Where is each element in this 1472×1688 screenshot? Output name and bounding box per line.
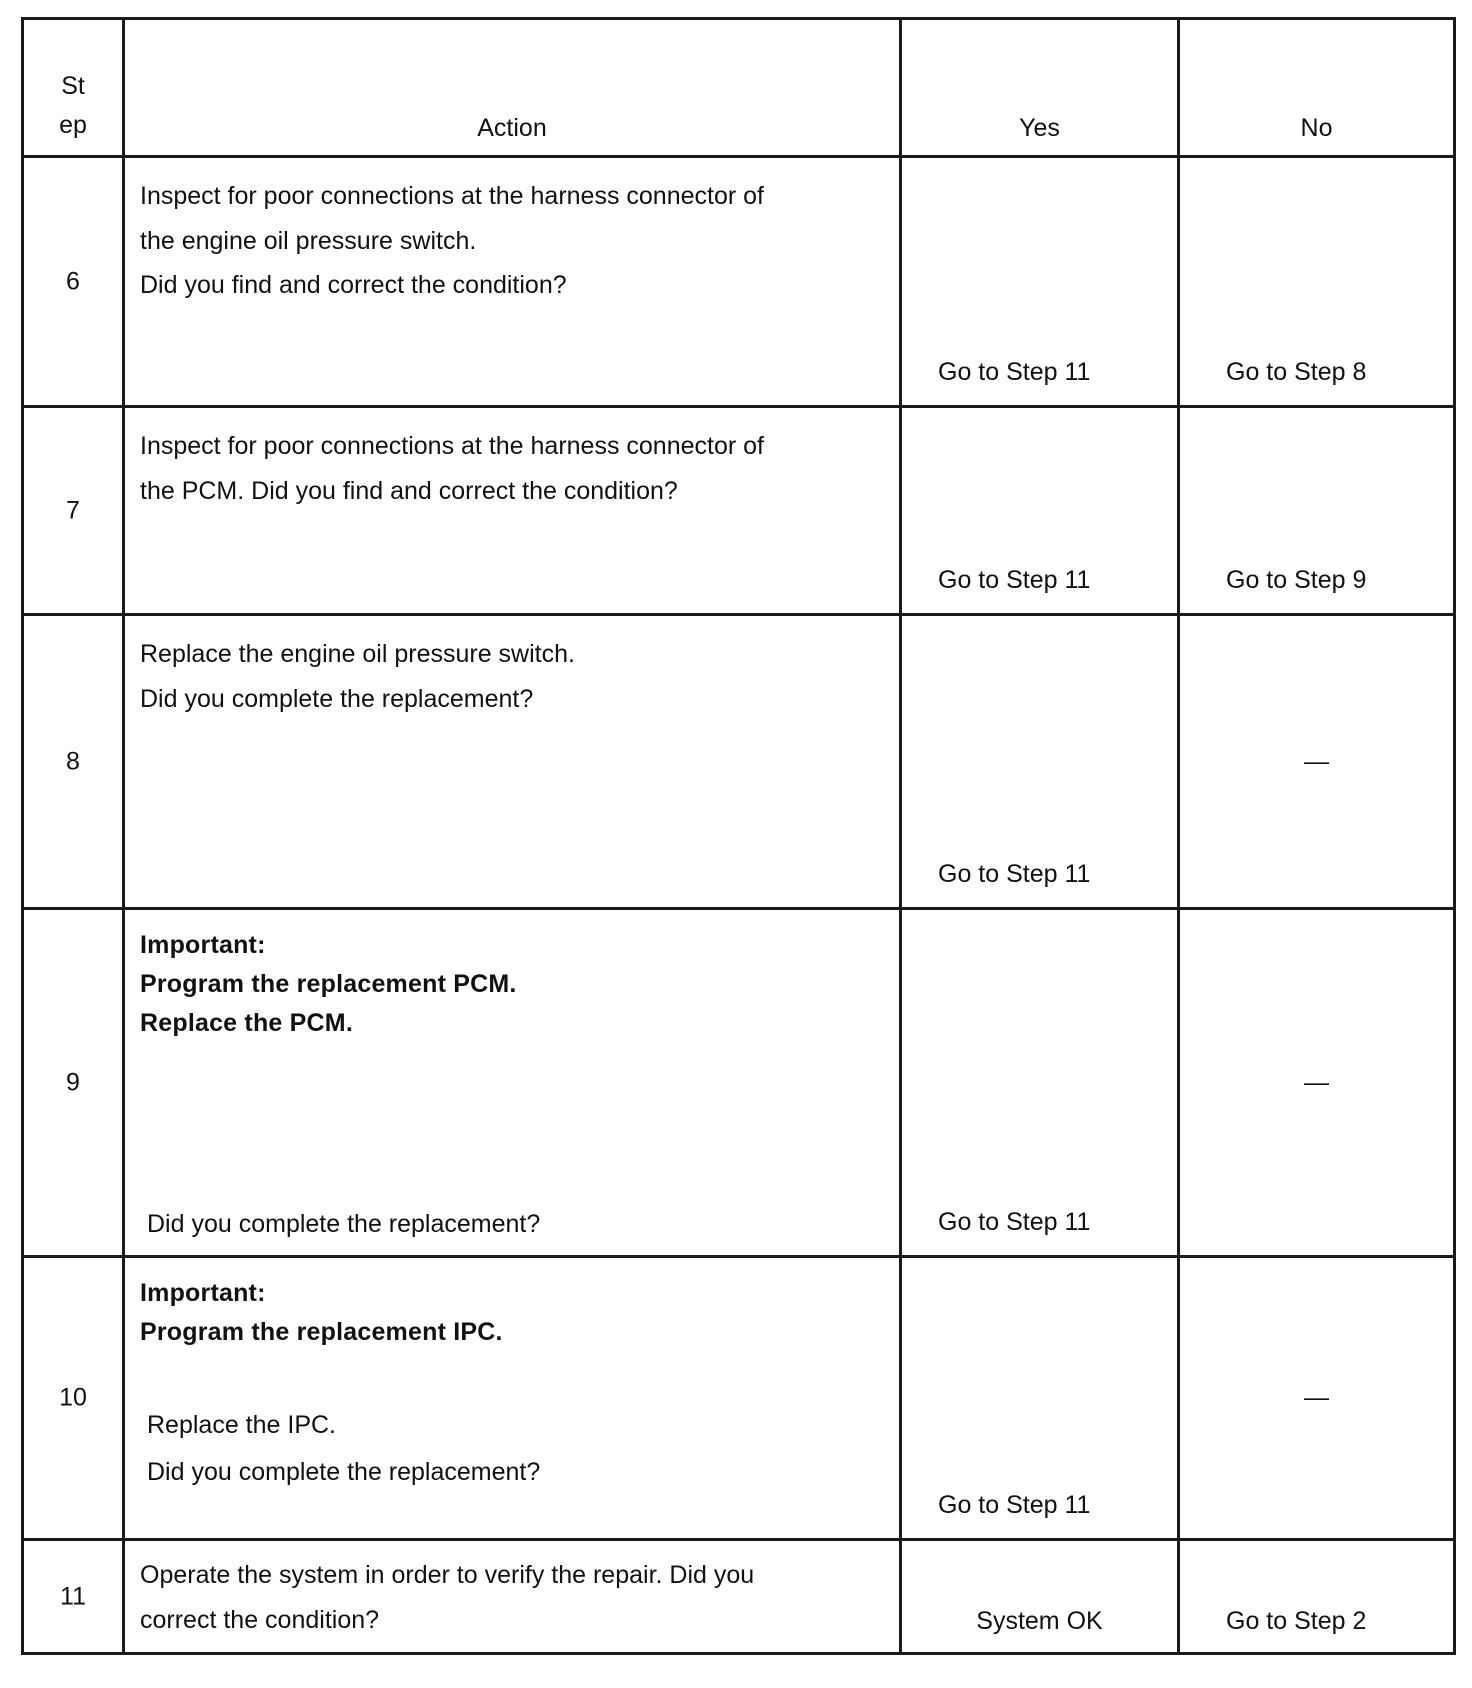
yes-cell — [901, 157, 1179, 407]
no-cell — [1179, 1540, 1455, 1654]
yes-cell — [901, 909, 1179, 1257]
table-row — [23, 1257, 1455, 1540]
table-row — [23, 157, 1455, 407]
table-row — [23, 407, 1455, 615]
no-result: Go to Step 2 — [1226, 1607, 1367, 1635]
no-result: Go to Step 9 — [1226, 566, 1367, 594]
action-text: Did you complete the replacement? — [147, 1210, 541, 1238]
no-cell — [1179, 407, 1455, 615]
important-label: Important: — [140, 1279, 266, 1307]
diagnostic-steps-table — [21, 17, 1456, 1655]
step-number: 8 — [66, 747, 80, 775]
action-cell — [124, 407, 901, 615]
table-row — [23, 615, 1455, 909]
yes-cell — [901, 615, 1179, 909]
step-cell — [23, 1257, 124, 1540]
no-result-dash: — — [1304, 1068, 1329, 1096]
no-cell — [1179, 909, 1455, 1257]
yes-result: Go to Step 11 — [938, 1491, 1091, 1519]
no-result-dash: — — [1304, 747, 1329, 775]
important-text: Program the replacement IPC. — [140, 1318, 503, 1346]
yes-result: Go to Step 11 — [938, 860, 1091, 888]
action-text: Did you find and correct the condition? — [140, 271, 567, 299]
action-text: Operate the system in order to verify the repair. Did you — [140, 1561, 755, 1589]
no-cell — [1179, 615, 1455, 909]
no-cell — [1179, 157, 1455, 407]
step-cell — [23, 157, 124, 407]
header-step — [23, 19, 124, 157]
step-cell — [23, 615, 124, 909]
yes-cell — [901, 407, 1179, 615]
action-cell — [124, 1540, 901, 1654]
yes-cell — [901, 1540, 1179, 1654]
action-text: the PCM. Did you find and correct the condition? — [140, 476, 678, 505]
yes-result: Go to Step 11 — [938, 358, 1091, 386]
no-result-dash: — — [1304, 1383, 1329, 1412]
header-action — [124, 19, 901, 157]
action-cell — [124, 615, 901, 909]
action-cell — [124, 1257, 901, 1540]
table-row — [23, 909, 1455, 1257]
yes-result: Go to Step 11 — [938, 1208, 1091, 1236]
important-text: Replace the PCM. — [140, 1009, 353, 1037]
action-text: Inspect for poor connections at the harness connector of — [140, 432, 764, 460]
action-text: Replace the engine oil pressure switch. — [140, 640, 575, 668]
action-text: Did you complete the replacement? — [140, 684, 534, 713]
action-text: Did you complete the replacement? — [147, 1458, 541, 1486]
action-text: correct the condition? — [140, 1605, 380, 1634]
step-number: 6 — [66, 267, 80, 295]
header-no-label: No — [1300, 114, 1333, 142]
header-no — [1179, 19, 1455, 157]
header-yes — [901, 19, 1179, 157]
header-step-line1: St — [61, 72, 85, 100]
step-number: 11 — [60, 1582, 86, 1610]
important-label: Important: — [140, 931, 266, 959]
header-action-label: Action — [477, 114, 547, 142]
important-text: Program the replacement PCM. — [140, 970, 517, 998]
step-cell — [23, 1540, 124, 1654]
header-yes-label: Yes — [1019, 114, 1060, 142]
step-cell — [23, 407, 124, 615]
yes-result: System OK — [976, 1607, 1103, 1635]
yes-cell — [901, 1257, 1179, 1540]
no-cell — [1179, 1257, 1455, 1540]
action-text: the engine oil pressure switch. — [140, 226, 477, 255]
yes-result: Go to Step 11 — [938, 566, 1091, 594]
step-number: 9 — [66, 1068, 80, 1096]
action-cell — [124, 157, 901, 407]
table-row — [23, 1540, 1455, 1654]
action-text: Replace the IPC. — [147, 1411, 336, 1439]
step-number: 7 — [66, 496, 80, 524]
step-cell — [23, 909, 124, 1257]
action-text: Inspect for poor connections at the harness connector of — [140, 182, 764, 210]
table-header-row — [23, 19, 1455, 157]
header-step-line2: ep — [59, 111, 87, 139]
action-cell — [124, 909, 901, 1257]
no-result: Go to Step 8 — [1226, 358, 1367, 386]
step-number: 10 — [59, 1383, 87, 1412]
